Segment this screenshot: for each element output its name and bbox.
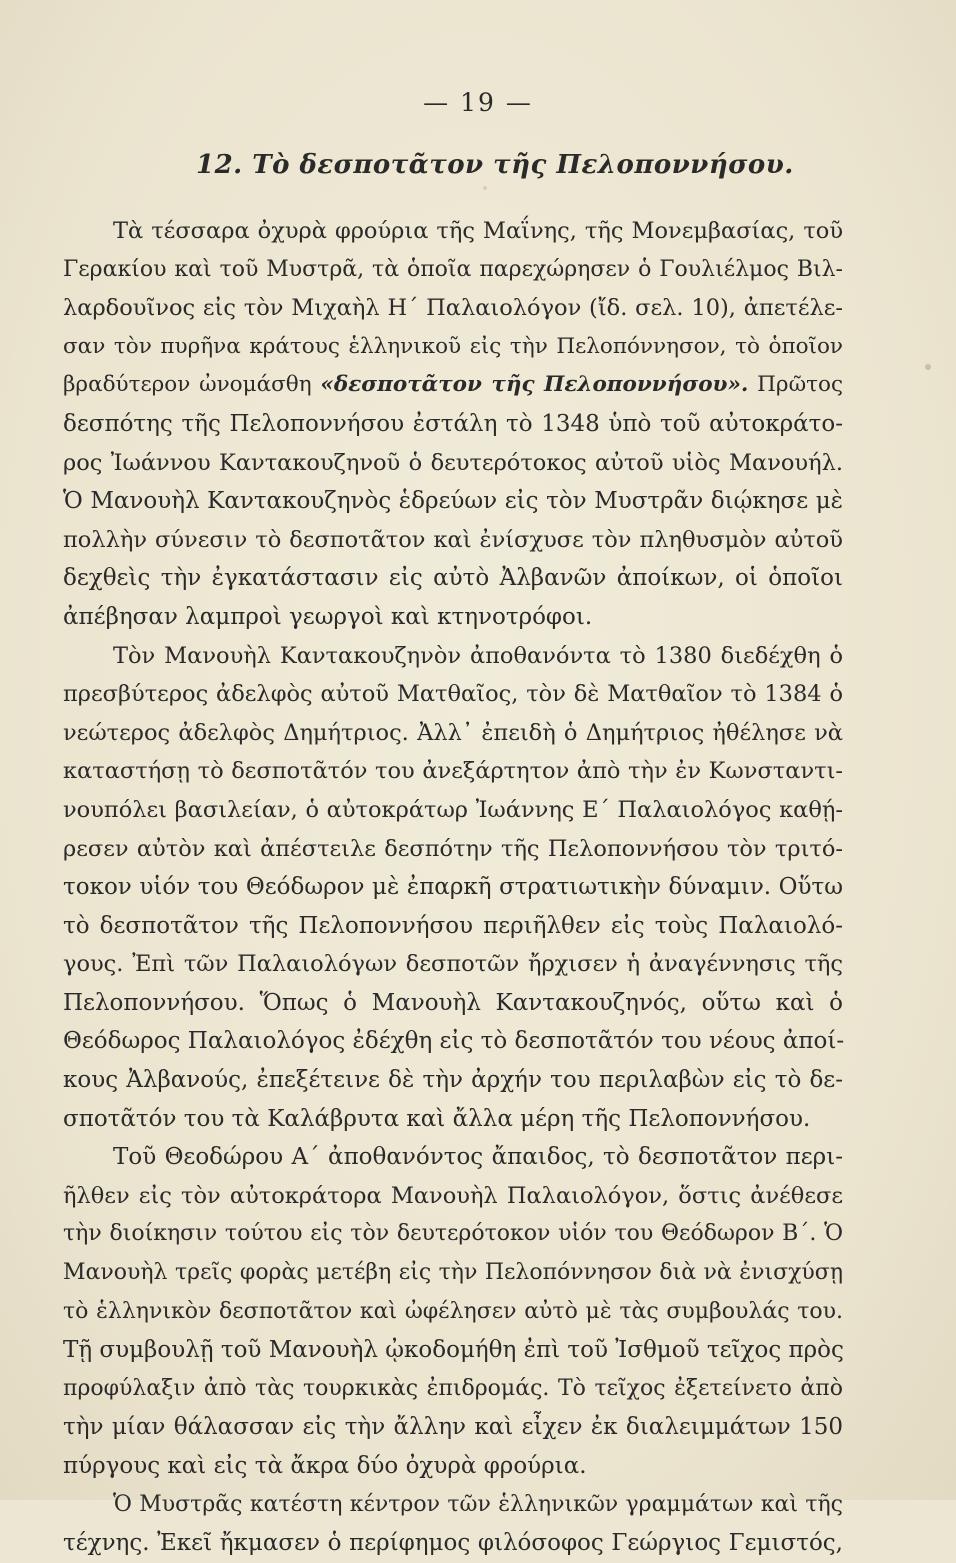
text-line: τὸ δεσποτᾶτον τῆς Πελοποννήσου περιῆλθεν εἰς τοὺς Παλαιολό- bbox=[63, 912, 843, 939]
text-line: λαρδουῖνος εἰς τὸν Μιχαὴλ Η΄ Παλαιολόγον (ἴδ. σελ. 10), ἀπετέλε- bbox=[63, 295, 843, 322]
emphasized-term: «δεσποτᾶτον τῆς Πελοποννήσου». bbox=[320, 372, 749, 398]
text-line: κους Ἀλβανούς, ἐπεξέτεινε δὲ τὴν ἀρχήν του περιλαβὼν εἰς τὸ δε- bbox=[63, 1067, 843, 1094]
text-line: πύργους καὶ εἰς τὰ ἄκρα δύο ὀχυρὰ φρούρια. bbox=[63, 1453, 587, 1479]
text-line: προφύλαξιν ἀπὸ τὰς τουρκικὰς ἐπιδρομάς. Τὸ τεῖχος ἐξετείνετο ἀπὸ bbox=[63, 1375, 843, 1401]
text-line: Τοῦ Θεοδώρου Α΄ ἀποθανόντος ἄπαιδος, τὸ δεσποτᾶτον περι- bbox=[113, 1144, 843, 1171]
text-line: Ὁ Μανουὴλ Καντακουζηνὸς ἑδρεύων εἰς τὸν Μυστρᾶν διῴκησε μὲ bbox=[63, 488, 843, 515]
body-text bbox=[63, 212, 843, 1563]
page-number: — 19 — bbox=[423, 88, 533, 117]
text-line: Πελοποννήσου. Ὅπως ὁ Μανουὴλ Καντακουζηνός, οὕτω καὶ ὁ bbox=[63, 989, 843, 1016]
page-speck bbox=[483, 186, 487, 190]
text-line: πολλὴν σύνεσιν τὸ δεσποτᾶτον καὶ ἐνίσχυσε τὸν πληθυσμὸν αὐτοῦ bbox=[63, 526, 843, 553]
section-title: 12. Τὸ δεσποτᾶτον τῆς Πελοποννήσου. bbox=[196, 150, 794, 180]
text-line: Τῇ συμβουλῇ τοῦ Μανουὴλ ᾠκοδομήθη ἐπὶ τοῦ Ἰσθμοῦ τεῖχος πρὸς bbox=[63, 1337, 844, 1364]
text-segment: Πρῶτος bbox=[748, 372, 843, 398]
text-line: δεχθεὶς τὴν ἐγκατάστασιν εἰς αὐτὸ Ἀλβανῶν ἀποίκων, οἱ ὁποῖοι bbox=[63, 565, 843, 592]
text-line: τὸ ἑλληνικὸν δεσποτᾶτον καὶ ὠφέλησεν αὐτὸ μὲ τὰς συμβουλάς του. bbox=[63, 1298, 843, 1324]
text-line: τοκον υἱόν του Θεόδωρον μὲ ἐπαρκῆ στρατιωτικὴν δύναμιν. Οὕτω bbox=[63, 874, 843, 901]
text-line: γους. Ἐπὶ τῶν Παλαιολόγων δεσποτῶν ἤρχισεν ἡ ἀναγέννησις τῆς bbox=[63, 951, 843, 978]
text-line: Θεόδωρος Παλαιολόγος ἐδέχθη εἰς τὸ δεσποτᾶτόν του νέους ἀποί- bbox=[63, 1028, 845, 1055]
text-line: δεσπότης τῆς Πελοποννήσου ἐστάλη τὸ 1348 ὑπὸ τοῦ αὐτοκράτο- bbox=[63, 410, 843, 437]
text-line: ρεσεν αὐτὸν καὶ ἀπέστειλε δεσπότην τῆς Πελοποννήσου τὸν τριτό- bbox=[63, 835, 843, 862]
text-line: νουπόλει βασιλείαν, ὁ αὐτοκράτωρ Ἰωάννης Ε΄ Παλαιολόγος καθῄ- bbox=[63, 796, 843, 823]
text-line: Τὰ τέσσαρα ὀχυρὰ φρούρια τῆς Μαΐνης, τῆς Μονεμβασίας, τοῦ bbox=[113, 218, 843, 244]
text-line: ῆλθεν εἰς τὸν αὐτοκράτορα Μανουὴλ Παλαιολόγον, ὅστις ἀνέθεσε bbox=[63, 1182, 843, 1209]
text-line: ἀπέβησαν λαμπροὶ γεωργοὶ καὶ κτηνοτρόφοι. bbox=[63, 603, 593, 630]
text-line: νεώτερος ἀδελφὸς Δημήτριος. Ἀλλ᾽ ἐπειδὴ ὁ Δημήτριος ἠθέλησε νὰ bbox=[63, 719, 843, 746]
text-line: ρος Ἰωάννου Καντακουζηνοῦ ὁ δευτερότοκος αὐτοῦ υἱὸς Μανουήλ. bbox=[63, 449, 843, 476]
text-line: τέχνης. Ἐκεῖ ἤκμασεν ὁ περίφημος φιλόσοφος Γεώργιος Γεμιστός, bbox=[63, 1530, 843, 1557]
text-line: σαν τὸν πυρῆνα κράτους ἑλληνικοῦ εἰς τὴν Πελοπόννησον, τὸ ὁποῖον bbox=[63, 333, 843, 359]
text-line bbox=[63, 366, 843, 405]
text-line: Γερακίου καὶ τοῦ Μυστρᾶ, τὰ ὁποῖα παρεχώρησεν ὁ Γουλιέλμος Βιλ- bbox=[63, 256, 843, 282]
page-speck bbox=[925, 364, 931, 370]
text-line: τὴν διοίκησιν τούτου εἰς τὸν δευτερότοκον υἱόν του Θεόδωρον Β΄. Ὁ bbox=[63, 1221, 843, 1247]
text-line: πρεσβύτερος ἀδελφὸς αὐτοῦ Ματθαῖος, τὸν δὲ Ματθαῖον τὸ 1384 ὁ bbox=[63, 681, 843, 708]
text-line: Ὁ Μυστρᾶς κατέστη κέντρον τῶν ἑλληνικῶν γραμμάτων καὶ τῆς bbox=[113, 1491, 843, 1517]
text-line: καταστήσῃ τὸ δεσποτᾶτόν του ἀνεξάρτητον ἀπὸ τὴν ἐν Κωνσταντι- bbox=[63, 758, 843, 785]
text-line: Τὸν Μανουὴλ Καντακουζηνὸν ἀποθανόντα τὸ 1380 διεδέχθη ὁ bbox=[113, 642, 843, 669]
text-line: Μανουὴλ τρεῖς φορὰς μετέβη εἰς τὴν Πελοπόννησον διὰ νὰ ἐνισχύσῃ bbox=[63, 1260, 843, 1286]
text-line: τὴν μίαν θάλασσαν εἰς τὴν ἄλλην καὶ εἶχεν ἐκ διαλειμμάτων 150 bbox=[63, 1414, 843, 1441]
text-segment: βραδύτερον ὠνομάσθη bbox=[63, 372, 321, 398]
text-line: σποτᾶτόν του τὰ Καλάβρυτα καὶ ἄλλα μέρη τῆς Πελοποννήσου. bbox=[63, 1105, 811, 1132]
